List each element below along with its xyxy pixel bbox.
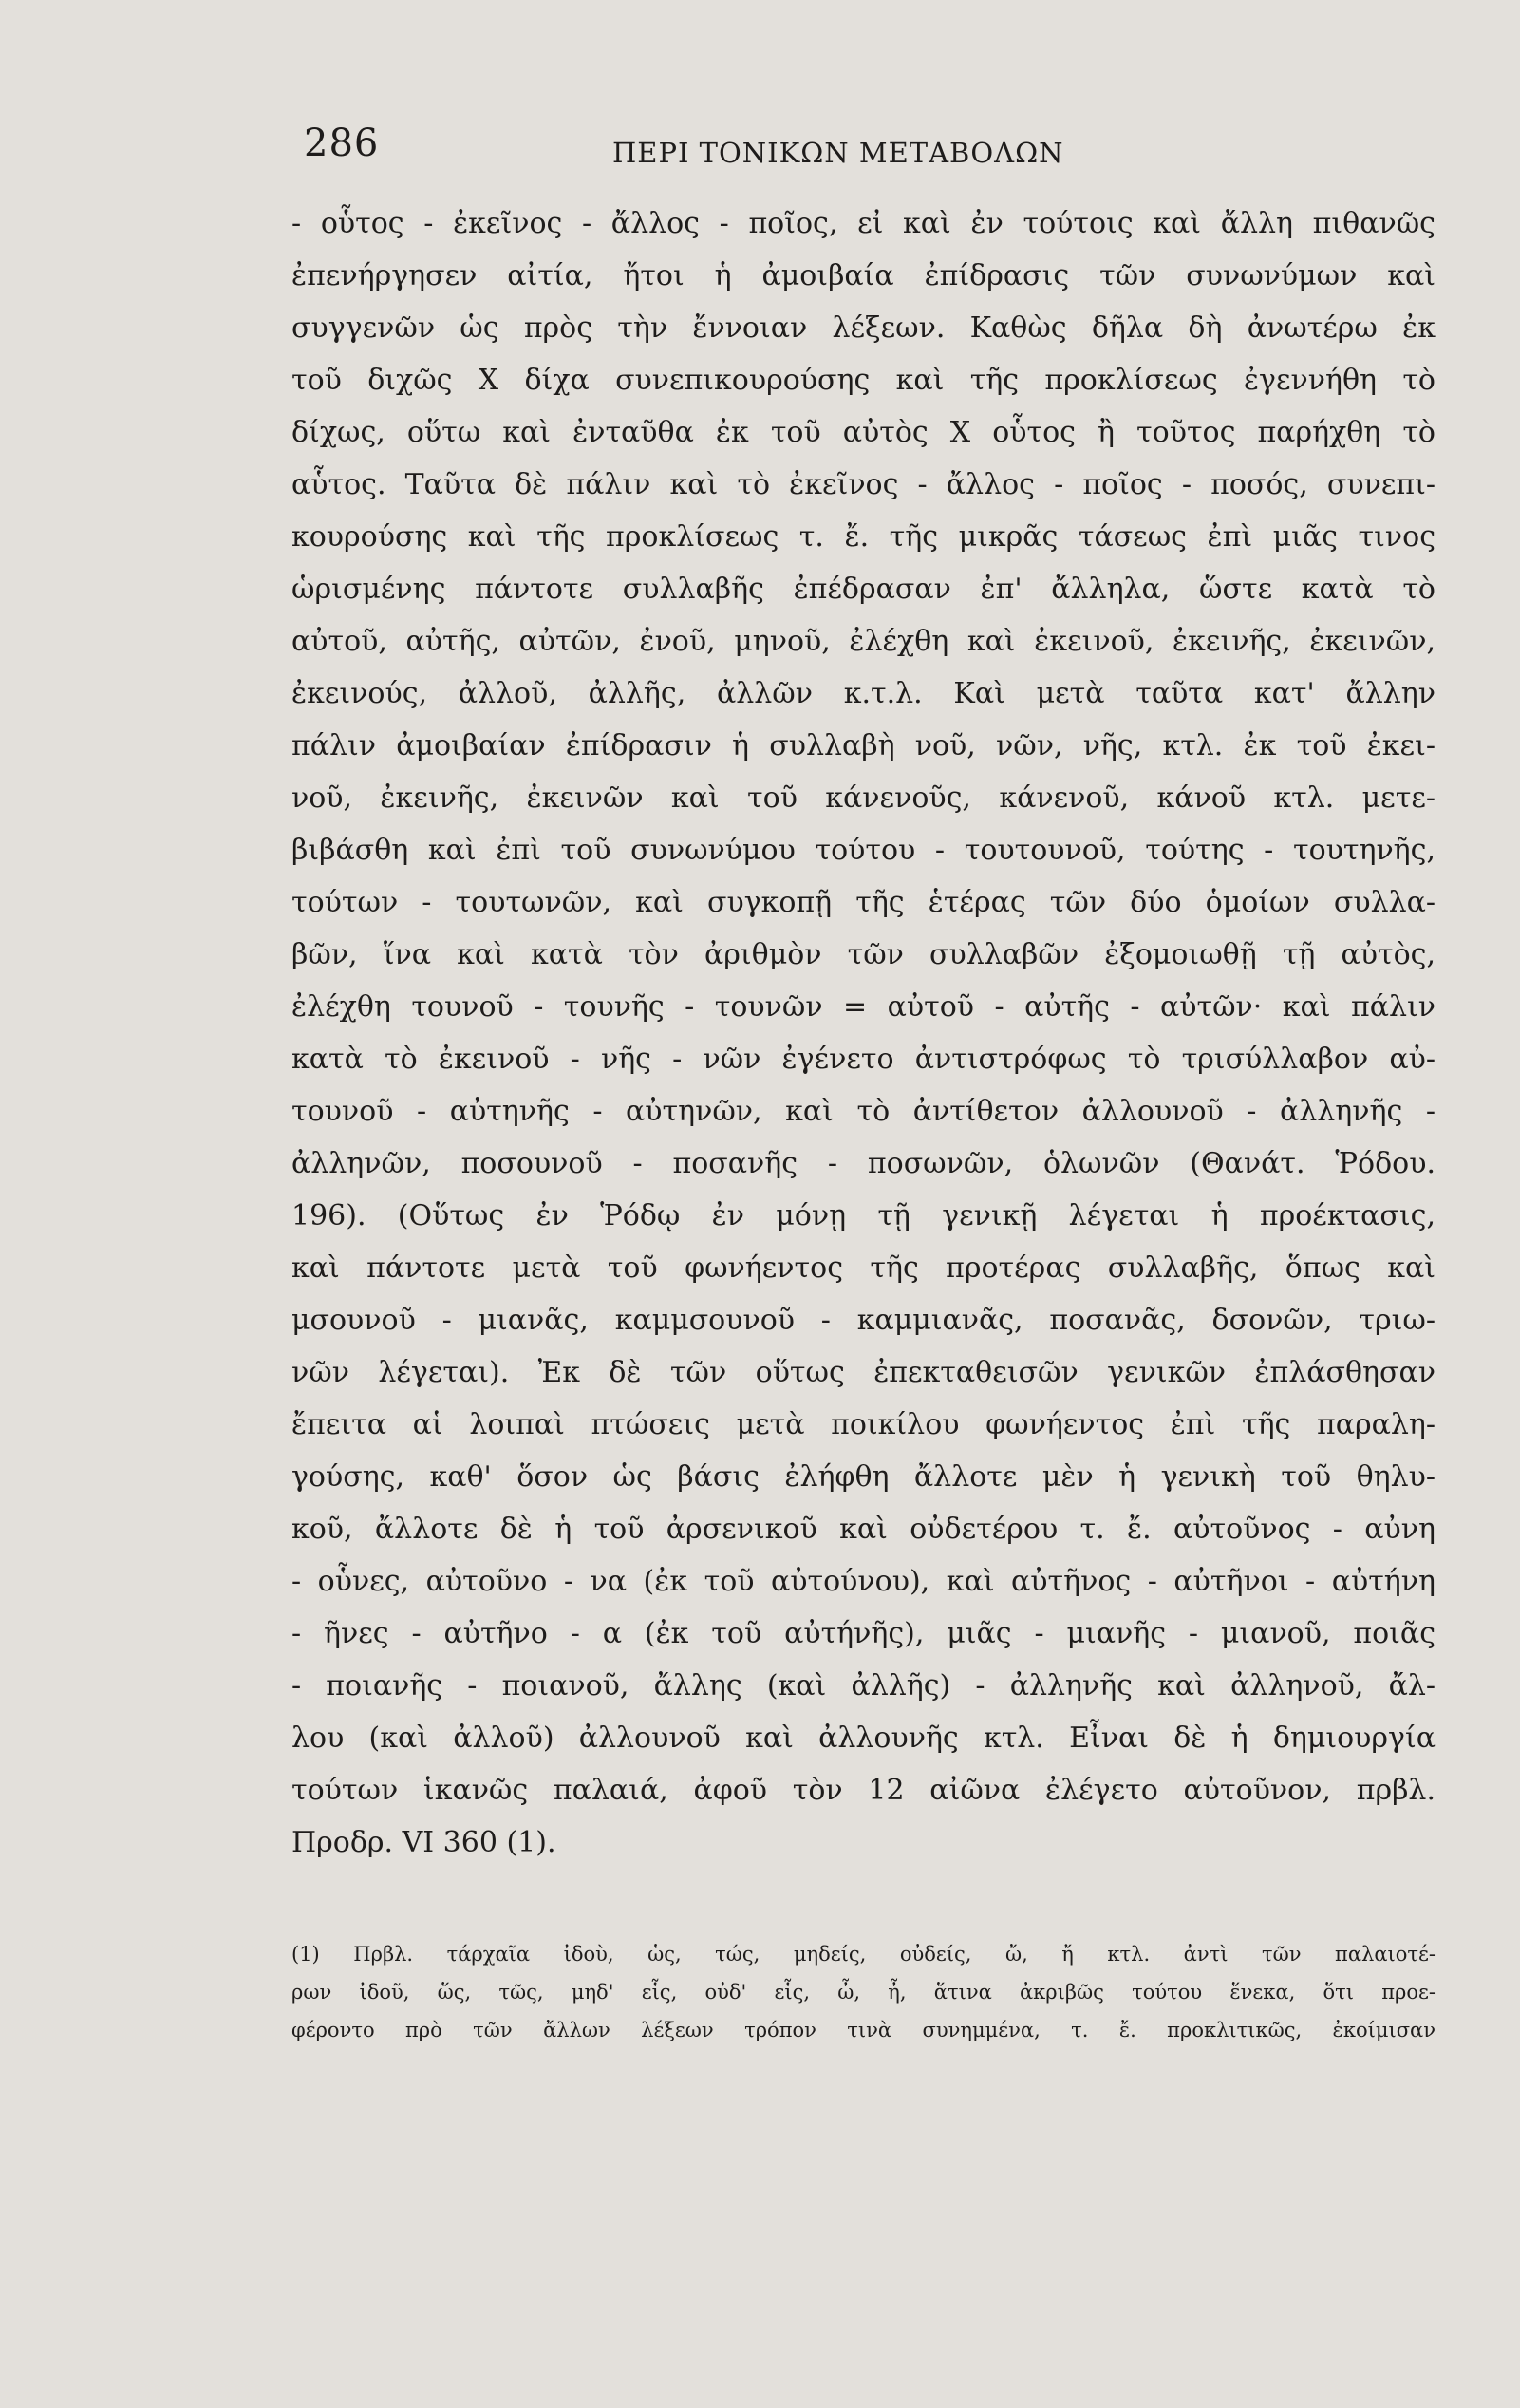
text-line: ὡρισμένης πάντοτε συλλαβῆς ἐπέδρασαν ἐπ' ἄλληλα, ὥστε κατὰ τὸ [291,573,1436,606]
text-line: - οὗνες, αὐτοῦνο - να (ἐκ τοῦ αὐτούνου), καὶ αὐτῆνος - αὐτῆνοι - αὐτήνη [291,1565,1436,1598]
text-line: ἐπενήργησεν αἰτία, ἤτοι ἡ ἀμοιβαία ἐπίδρασις τῶν συνωνύμων καὶ [291,259,1436,292]
text-line: δίχως, οὕτω καὶ ἐνταῦθα ἐκ τοῦ αὐτὸς X οὗτος ἢ τοῦτος παρήχθη τὸ [291,416,1436,449]
text-line: τουνοῦ - αὐτηνῆς - αὐτηνῶν, καὶ τὸ ἀντίθετον ἀλλουνοῦ - ἀλληνῆς - [291,1095,1436,1128]
running-head: ΠΕΡΙ ΤΟΝΙΚΩΝ ΜΕΤΑΒΟΛΩΝ [612,137,1064,169]
text-line: αὐτοῦ, αὐτῆς, αὐτῶν, ἐνοῦ, μηνοῦ, ἐλέχθη καὶ ἐκεινοῦ, ἐκεινῆς, ἐκεινῶν, [291,625,1436,658]
text-line: ἐλέχθη τουνοῦ - τουνῆς - τουνῶν = αὐτοῦ - αὐτῆς - αὐτῶν· καὶ πάλιν [291,990,1436,1024]
text-line: Προδρ. VI 360 (1). [291,1826,556,1859]
text-line: - οὗτος - ἐκεῖνος - ἄλλος - ποῖος, εἰ καὶ ἐν τούτοις καὶ ἄλλη πιθανῶς [291,207,1436,240]
text-line: αὗτος. Ταῦτα δὲ πάλιν καὶ τὸ ἐκεῖνος - ἄλλος - ποῖος - ποσός, συνεπι- [291,468,1436,501]
text-line: - ποιανῆς - ποιανοῦ, ἄλλης (καὶ ἀλλῆς) - ἀλληνῆς καὶ ἀλληνοῦ, ἄλ- [291,1669,1436,1703]
text-line: νοῦ, ἐκεινῆς, ἐκεινῶν καὶ τοῦ κάνενοῦς, κάνενοῦ, κάνοῦ κτλ. μετε- [291,781,1436,815]
text-line: ἔπειτα αἱ λοιπαὶ πτώσεις μετὰ ποικίλου φωνήεντος ἐπὶ τῆς παραλη- [291,1408,1436,1441]
text-line: νῶν λέγεται). Ἐκ δὲ τῶν οὕτως ἐπεκταθεισῶν γενικῶν ἐπλάσθησαν [291,1356,1436,1389]
text-line: τούτων - τουτωνῶν, καὶ συγκοπῇ τῆς ἑτέρας τῶν δύο ὁμοίων συλλα- [291,886,1436,919]
footnote-line: (1) Πρβλ. τάρχαῖα ἰδοὺ, ὡς, τώς, μηδείς, οὐδείς, ὤ, ἤ κτλ. ἀντὶ τῶν παλαιοτέ- [291,1943,1436,1966]
footnote [291,1935,1436,2049]
text-line: καὶ πάντοτε μετὰ τοῦ φωνήεντος τῆς προτέρας συλλαβῆς, ὅπως καὶ [291,1251,1436,1285]
text-line: 196). (Οὕτως ἐν Ῥόδῳ ἐν μόνῃ τῇ γενικῇ λέγεται ἡ προέκτασις, [291,1199,1436,1232]
page-header [304,122,1196,179]
text-line: βῶν, ἵνα καὶ κατὰ τὸν ἀριθμὸν τῶν συλλαβῶν ἐξομοιωθῇ τῇ αὐτὸς, [291,938,1436,971]
text-line: μσουνοῦ - μιανᾶς, καμμσουνοῦ - καμμιανᾶς, ποσανᾶς, δσονῶν, τριω- [291,1304,1436,1337]
body-text [291,198,1436,1869]
text-line: ἐκεινούς, ἀλλοῦ, ἀλλῆς, ἀλλῶν κ.τ.λ. Καὶ μετὰ ταῦτα κατ' ἄλλην [291,677,1436,710]
text-line: κουρούσης καὶ τῆς προκλίσεως τ. ἔ. τῆς μικρᾶς τάσεως ἐπὶ μιᾶς τινος [291,520,1436,554]
text-line: λου (καὶ ἀλλοῦ) ἀλλουνοῦ καὶ ἀλλουνῆς κτλ. Εἶναι δὲ ἡ δημιουργία [291,1721,1436,1755]
page-number: 286 [304,122,380,165]
text-line: πάλιν ἀμοιβαίαν ἐπίδρασιν ἡ συλλαβὴ νοῦ, νῶν, νῆς, κτλ. ἐκ τοῦ ἐκει- [291,729,1436,762]
text-line: τούτων ἱκανῶς παλαιά, ἀφοῦ τὸν 12 αἰῶνα ἐλέγετο αὐτοῦνον, πρβλ. [291,1774,1436,1807]
text-line: ἀλληνῶν, ποσουνοῦ - ποσανῆς - ποσωνῶν, ὁλωνῶν (Θανάτ. Ῥόδου. [291,1147,1436,1180]
text-line: γούσης, καθ' ὅσον ὡς βάσις ἐλήφθη ἄλλοτε μὲν ἡ γενικὴ τοῦ θηλυ- [291,1460,1436,1494]
text-line: - ῆνες - αὐτῆνο - α (ἐκ τοῦ αὐτήνῆς), μιᾶς - μιανῆς - μιανοῦ, ποιᾶς [291,1617,1436,1650]
text-line: τοῦ διχῶς X δίχα συνεπικουρούσης καὶ τῆς προκλίσεως ἐγεννήθη τὸ [291,364,1436,397]
text-line: συγγενῶν ὡς πρὸς τὴν ἔννοιαν λέξεων. Καθὼς δῆλα δὴ ἀνωτέρω ἐκ [291,311,1436,345]
footnote-line: φέροντο πρὸ τῶν ἄλλων λέξεων τρόπον τινὰ συνημμένα, τ. ἔ. προκλιτικῶς, ἐκοίμισαν [291,2019,1436,2041]
text-line: βιβάσθη καὶ ἐπὶ τοῦ συνωνύμου τούτου - τουτουνοῦ, τούτης - τουτηνῆς, [291,834,1436,867]
footnote-line: ρων ἰδοῦ, ὥς, τῶς, μηδ' εἷς, οὐδ' εἷς, ὦ, ἦ, ἅτινα ἀκριβῶς τούτου ἕνεκα, ὅτι προε- [291,1981,1436,2004]
text-line: κατὰ τὸ ἐκεινοῦ - νῆς - νῶν ἐγένετο ἀντιστρόφως τὸ τρισύλλαβον αὐ- [291,1043,1436,1076]
text-line: κοῦ, ἄλλοτε δὲ ἡ τοῦ ἀρσενικοῦ καὶ οὐδετέρου τ. ἔ. αὐτοῦνος - αὐνη [291,1513,1436,1546]
